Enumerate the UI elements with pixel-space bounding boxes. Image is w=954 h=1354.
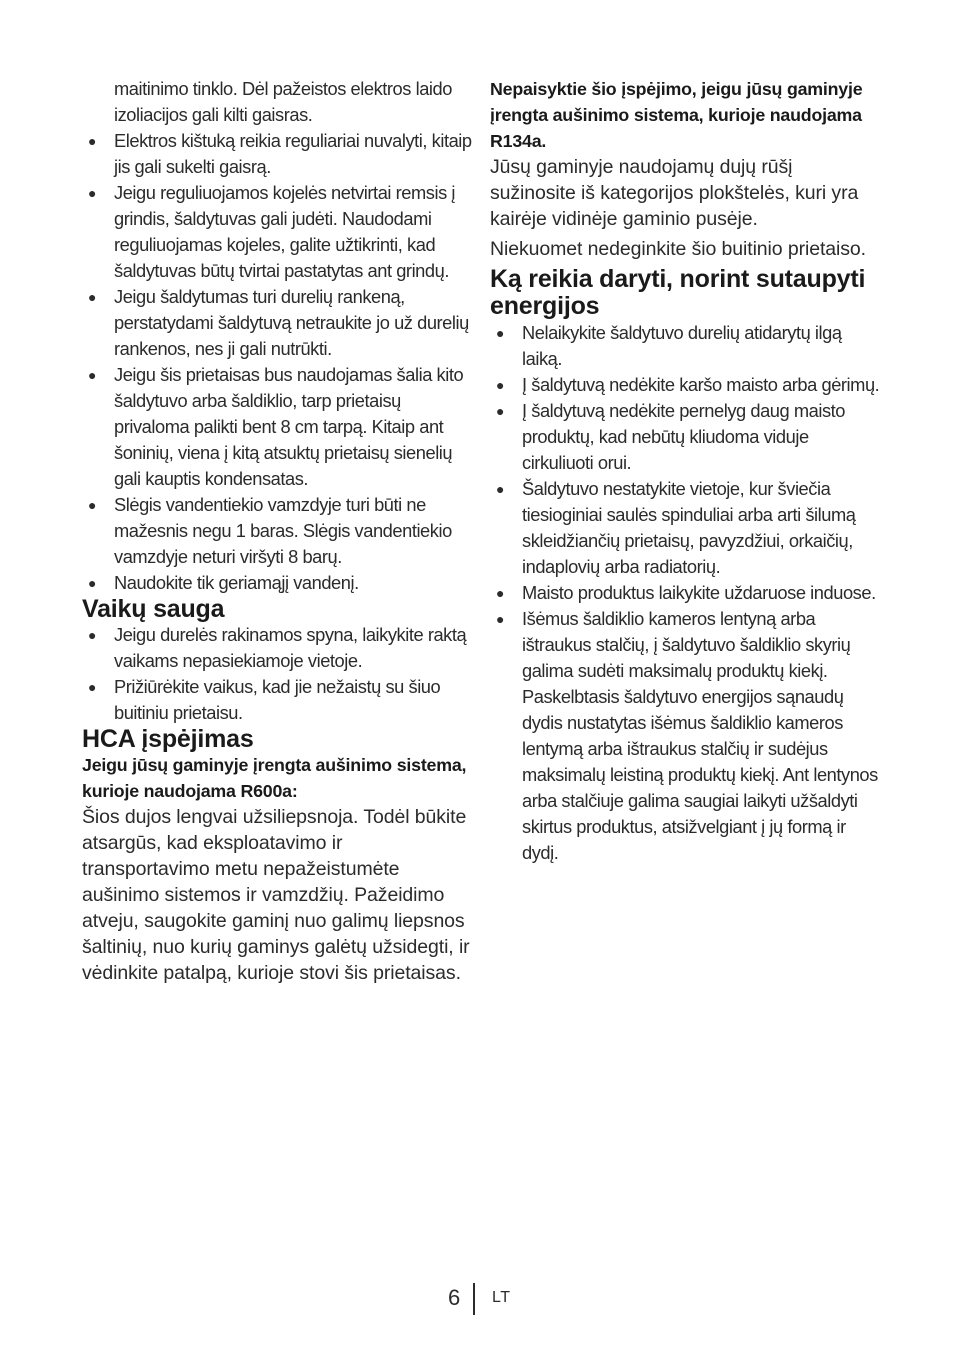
list-item: ● Išėmus šaldiklio kameros lentyną arba ištraukus stalčių, į šaldytuvo šaldiklio skyrių galima sudėti maksimalų produktų kiekį. Paskelbtasis šaldytuvo energijos sąnaudų dydis nustatytas išėmus šaldiklio kameros lentymą arba ištraukus stalčių ir sudėjus maksimalų leistiną produktų kiekį. Ant lentynos arba stalčiuje galima saugiai laikyti užšaldyti skirtus produktus, atsižvelgiant į jų formą ir dydį.	[490, 606, 880, 866]
right-column	[490, 76, 880, 866]
safety-list	[82, 128, 472, 596]
list-item: ● Prižiūrėkite vaikus, kad jie nežaistų su šiuo buitiniu prietaisu.	[82, 674, 472, 726]
list-item: ● Jeigu durelės rakinamos spyna, laikykite raktą vaikams nepasiekiamoje vietoje.	[82, 622, 472, 674]
page-number: 6	[448, 1285, 461, 1310]
bullet-icon: ●	[87, 627, 96, 643]
gas-type-text: Jūsų gaminyje naudojamų dujų rūšį sužinosite iš kategorijos plokštelės, kuri yra kairėje vidinėje gaminio pusėje.	[490, 156, 859, 230]
bullet-icon: ●	[87, 367, 96, 383]
bullet-icon: ●	[495, 611, 504, 627]
language-code: LT	[492, 1289, 511, 1306]
bullet-icon: ●	[495, 325, 504, 341]
bullet-icon: ●	[495, 403, 504, 419]
list-item: ● Į šaldytuvą nedėkite karšo maisto arba gėrimų.	[490, 372, 880, 398]
never-burn-text: Niekuomet nedeginkite šio buitinio prietaiso.	[490, 238, 866, 260]
list-item: ● Nelaikykite šaldytuvo durelių atidarytų ilgą laiką.	[490, 320, 880, 372]
energy-list	[490, 320, 880, 866]
list-item: ● Maisto produktus laikykite uždaruose induose.	[490, 580, 880, 606]
r134a-warning: Nepaisyktie šio įspėjimo, jeigu jūsų gaminyje įrengta aušinimo sistema, kurioje naudojama R134a.	[490, 79, 863, 151]
bullet-icon: ●	[87, 679, 96, 695]
list-item: ● Į šaldytuvą nedėkite pernelyg daug maisto produktų, kad nebūtų kliudoma viduje cirkuliuoti orui.	[490, 398, 880, 476]
bullet-icon: ●	[495, 481, 504, 497]
heading-hca-warning: HCA įspėjimas	[82, 725, 254, 753]
list-item: ● Jeigu šis prietaisas bus naudojamas šalia kito šaldytuvo arba šaldiklio, tarp prietaisų privaloma palikti bent 8 cm tarpą. Kitaip ant šoninių, viena į kitą atsuktų prietaisų sienelių gali kauptis kondensatas.	[82, 362, 472, 492]
heading-save-energy: Ką reikia daryti, norint sutaupyti energijos	[490, 265, 866, 320]
heading-child-safety: Vaikų sauga	[82, 595, 225, 623]
bullet-icon: ●	[87, 185, 96, 201]
child-safety-list	[82, 622, 472, 726]
list-item: ● Slėgis vandentiekio vamzdyje turi būti ne mažesnis negu 1 baras. Slėgis vandentiekio vamzdyje neturi viršyti 8 barų.	[82, 492, 472, 570]
continuation-text: maitinimo tinklo. Dėl pažeistos elektros laido izoliacijos gali kilti gaisras.	[114, 78, 452, 125]
list-item: ● Jeigu reguliuojamos kojelės netvirtai remsis į grindis, šaldytuvas gali judėti. Naudodami reguliuojamas kojeles, galite užtikrinti, kad šaldytuvas būtų tvirtai pastatytas ant grindų.	[82, 180, 472, 284]
list-item: ● Šaldytuvo nestatykite vietoje, kur šviečia tiesioginiai saulės spinduliai arba arti šilumą skleidžiančių prietaisų, pavyzdžiui, orkaičių, indaplovių arba radiatorių.	[490, 476, 880, 580]
list-item: ● Naudokite tik geriamąjį vandenį.	[82, 570, 472, 596]
hca-body-text: Šios dujos lengvai užsiliepsnoja. Todėl būkite atsargūs, kad eksploatavimo ir transportavimo metu nepažeistumėte aušinimo sistemos ir vamzdžių. Pažeidimo atveju, saugokite gaminį nuo galimų liepsnos šaltinių, nuo kurių gaminys galėtų užsidegti, ir vėdinkite patalpą, kurioje stovi šis prietaisas.	[82, 806, 470, 984]
bullet-icon: ●	[495, 585, 504, 601]
page-footer	[0, 1283, 954, 1317]
r600a-warning: Jeigu jūsų gaminyje įrengta aušinimo sistema, kurioje naudojama R600a:	[82, 755, 467, 801]
bullet-icon: ●	[495, 377, 504, 393]
left-column	[82, 76, 472, 986]
list-item: ● Elektros kištuką reikia reguliariai nuvalyti, kitaip jis gali sukelti gaisrą.	[82, 128, 472, 180]
bullet-icon: ●	[87, 133, 96, 149]
footer-divider	[473, 1283, 475, 1315]
list-item: ● Jeigu šaldytumas turi durelių rankeną, perstatydami šaldytuvą netraukite jo už durelių rankenos, nes ji gali nutrūkti.	[82, 284, 472, 362]
bullet-icon: ●	[87, 289, 96, 305]
bullet-icon: ●	[87, 575, 96, 591]
bullet-icon: ●	[87, 497, 96, 513]
